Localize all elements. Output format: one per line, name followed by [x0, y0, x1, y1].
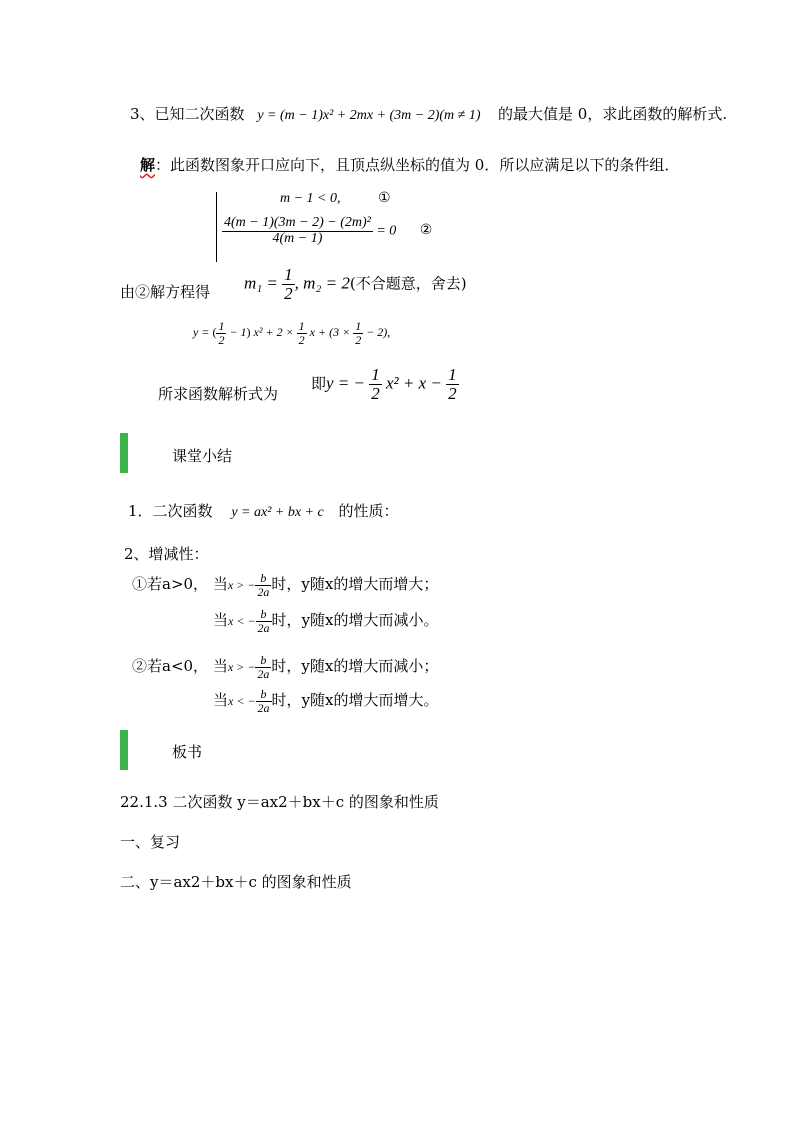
solution-text: ：此函数图象开口应向下，且顶点纵坐标的值为 0．所以应满足以下的条件组． — [155, 156, 680, 174]
problem-line — [130, 103, 727, 124]
case-2b-frac-num: b — [260, 687, 267, 701]
case-2-dang: 当 — [212, 657, 228, 676]
case-2b-frac-den: 2a — [257, 700, 270, 715]
sub-c-fraction — [353, 320, 363, 346]
m1-lhs: m₁ = — [244, 273, 278, 293]
sub-b-den: 2 — [298, 332, 305, 347]
result-c-num: 1 — [448, 365, 457, 384]
m1-fraction — [282, 266, 295, 303]
case-1-line-2 — [213, 608, 439, 634]
case-1b-frac-den: 2a — [257, 620, 270, 635]
item-1-suffix: 的性质： — [338, 502, 399, 520]
result-formula — [311, 366, 459, 403]
substitution-line: y = ( $\frac{1}{2}$ − 1) x² + 2 × $\frac{1}{2}$ x + (3 × $\frac{1}{2}$ − 2), — [193, 319, 391, 347]
function-lhs: y = — [257, 108, 280, 123]
sub-c-num: 1 — [355, 319, 362, 333]
case-1-cond: x > − — [227, 578, 256, 593]
case-1-fraction — [255, 572, 271, 598]
condition-1-mark: ① — [378, 191, 391, 206]
case-2b-fraction — [256, 688, 272, 714]
result-a-den: 2 — [371, 383, 380, 403]
sub-mid2: x + (3 × — [309, 324, 351, 339]
condition-2-numerator: 4(m − 1)(3m − 2) − (2m)² — [224, 215, 371, 230]
board-line-3: 二、y＝ax2＋bx＋c 的图象和性质 — [120, 873, 352, 891]
result-ji: 即 — [311, 374, 327, 393]
system-brace — [216, 192, 217, 262]
function-body: (m − 1)x² + 2mx + (3m − 2)(m ≠ 1) — [280, 108, 481, 123]
summary-accent-bar — [120, 433, 128, 473]
summary-item-1 — [128, 500, 399, 521]
solution-intro — [140, 154, 679, 175]
condition-2 — [222, 216, 432, 246]
case-2-shi: 时， — [271, 657, 302, 676]
result-mid: x² + x − — [386, 373, 442, 393]
sub-b-fraction — [297, 320, 307, 346]
case-1-frac-num: b — [260, 571, 267, 585]
board-accent-bar — [120, 730, 128, 770]
result-a-num: 1 — [371, 365, 380, 384]
board-line-2: 一、复习 — [120, 833, 181, 851]
board-line-1: 22.1.3 二次函数 y＝ax2＋bx＋c 的图象和性质 — [120, 793, 439, 811]
solution-label: 解 — [140, 156, 156, 174]
case-1b-fraction — [256, 608, 272, 634]
case-2-result: y随x的增大而减小； — [301, 657, 439, 676]
sub-end: − 2), — [366, 324, 391, 339]
result-text: 所求函数解析式为 — [158, 385, 279, 403]
case-1b-dang: 当 — [213, 611, 229, 630]
case-2b-shi: 时， — [271, 691, 302, 710]
case-2-frac-den: 2a — [257, 666, 270, 681]
case-1-dang: 当 — [212, 575, 228, 594]
condition-2-rhs: = 0 — [376, 223, 397, 239]
case-2-fraction — [255, 654, 271, 680]
case-1-shi: 时， — [271, 575, 302, 594]
condition-2-mark: ② — [419, 223, 433, 239]
result-a-fraction — [369, 366, 382, 403]
case-1-line-1 — [132, 572, 438, 598]
reject-note: (不合题意，舍去) — [349, 274, 467, 293]
case-2b-result: y随x的增大而增大。 — [301, 691, 439, 710]
sub-a-fraction — [216, 320, 226, 346]
m1-denominator: 2 — [284, 283, 293, 303]
m1-numerator: 1 — [284, 265, 293, 284]
case-1-result: y随x的增大而增大； — [301, 575, 439, 594]
problem-suffix: 的最大值是 0，求此函数的解析式. — [498, 105, 728, 123]
item-1-text: 1．二次函数 — [128, 502, 213, 520]
result-lhs: y = − — [326, 373, 366, 393]
sub-lhs: y = — [193, 324, 210, 339]
result-c-den: 2 — [448, 383, 457, 403]
condition-1-text: m − 1 < 0, — [280, 191, 341, 206]
condition-2-denominator: 4(m − 1) — [222, 231, 373, 247]
m2-value: , m₂ = 2 — [294, 273, 350, 293]
result-c-fraction — [446, 366, 459, 403]
case-1-frac-den: 2a — [257, 584, 270, 599]
sub-c-den: 2 — [355, 332, 362, 347]
condition-1 — [280, 190, 391, 207]
item-1-formula: y = ax² + bx + c — [231, 505, 324, 520]
summary-heading: 课堂小结 — [172, 447, 233, 465]
solve-text: 由②解方程得 — [120, 283, 211, 301]
case-2-label: ②若a<0， — [132, 657, 209, 676]
case-2b-dang: 当 — [213, 691, 229, 710]
case-1b-cond: x < − — [228, 614, 256, 629]
problem-prefix: 3、已知二次函数 — [130, 105, 245, 123]
sub-b-num: 1 — [298, 319, 305, 333]
case-1b-result: y随x的增大而减小。 — [301, 611, 439, 630]
board-heading: 板书 — [172, 743, 203, 761]
case-2-frac-num: b — [260, 653, 267, 667]
case-1b-shi: 时， — [271, 611, 302, 630]
case-2-line-2 — [213, 688, 439, 714]
sub-mid: x² + 2 × — [253, 324, 294, 339]
sub-a-num: 1 — [218, 319, 225, 333]
case-1b-frac-num: b — [260, 607, 267, 621]
sub-a-den: 2 — [218, 332, 225, 347]
solve-result — [244, 266, 467, 303]
summary-item-2: 2、增减性： — [124, 545, 209, 563]
case-2b-cond: x < − — [228, 694, 256, 709]
case-2-line-1 — [132, 654, 438, 680]
case-2-cond: x > − — [227, 660, 256, 675]
condition-2-fraction — [222, 216, 373, 246]
problem-function — [257, 108, 484, 123]
case-1-label: ①若a>0， — [132, 575, 209, 594]
